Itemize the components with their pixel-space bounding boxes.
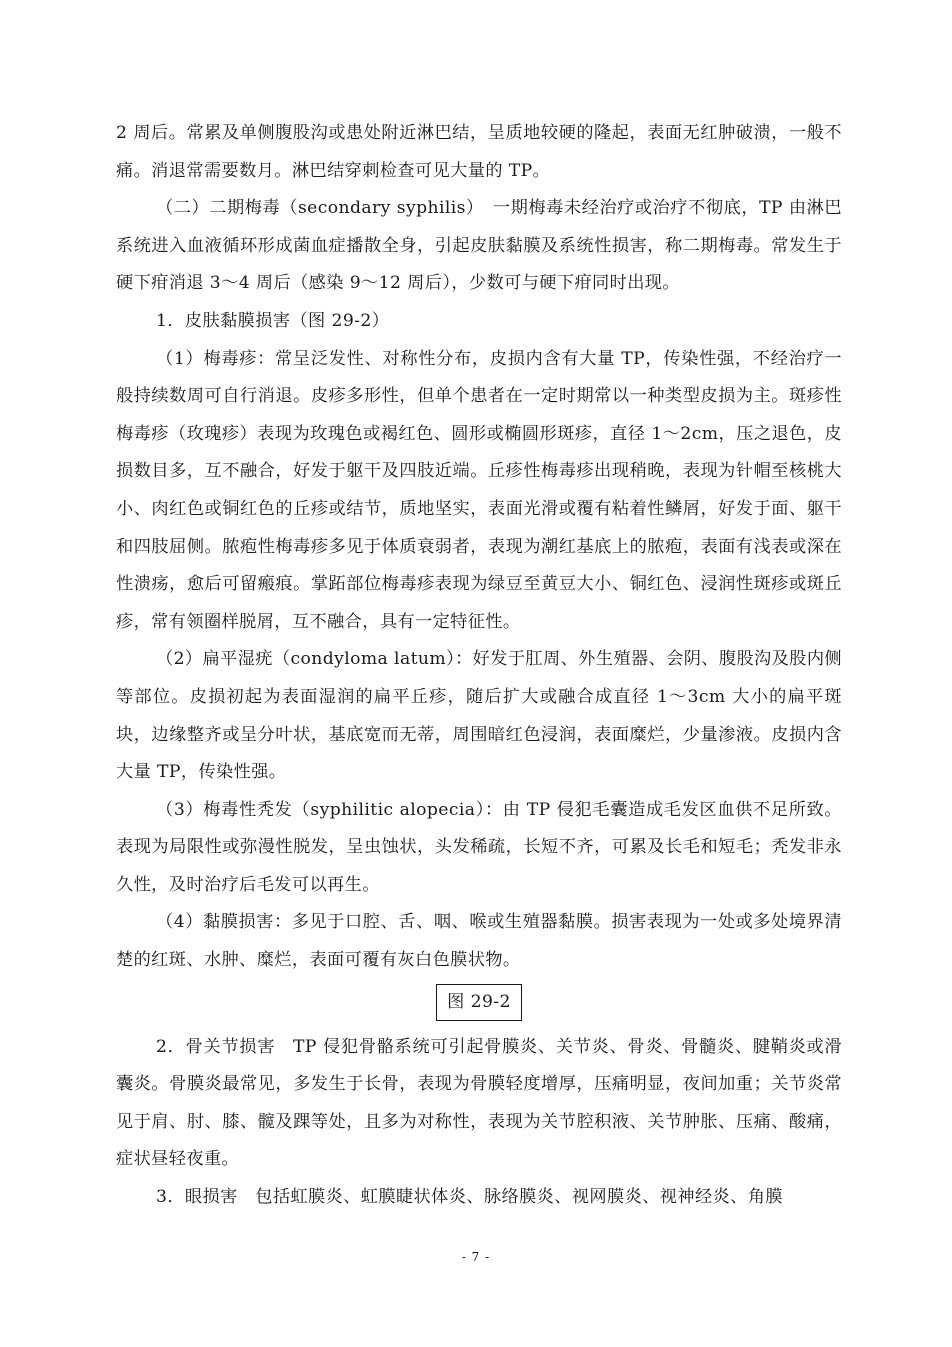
- paragraph-eye-lesions: 3．眼损害 包括虹膜炎、虹膜睫状体炎、脉络膜炎、视网膜炎、视神经炎、角膜: [156, 1187, 783, 1208]
- paragraph-syphilitic-alopecia: （3）梅毒性秃发（syphilitic alopecia）：由 TP 侵犯毛囊造成毛发区血供不足所致。表现为局限性或弥漫性脱发，呈虫蚀状，头发稀疏，长短不齐，可累及长毛和短毛；秃发非永久性，及时治疗后毛发可以再生。: [116, 799, 842, 895]
- paragraph-continuation: 2 周后。常累及单侧腹股沟或患处附近淋巴结，呈质地较硬的隆起，表面无红肿破溃，一般不痛。消退常需要数月。淋巴结穿刺检查可见大量的 TP。: [116, 123, 842, 181]
- paragraph-syphilitic-rash: （1）梅毒疹：常呈泛发性、对称性分布，皮损内含有大量 TP，传染性强，不经治疗一般持续数周可自行消退。皮疹多形性，但单个患者在一定时期常以一种类型皮损为主。斑疹性梅毒疹（玫瑰疹）表现为玫瑰色或褐红色、圆形或椭圆形斑疹，直径 1～2cm，压之退色，皮损数目多，互不融合，好发于躯干及四肢近端。丘疹性梅毒疹出现稍晚，表现为针帽至核桃大小、肉红色或铜红色的丘疹或结节，质地坚实，表面光滑或覆有粘着性鳞屑，好发于面、躯干和四肢屈侧。脓疱性梅毒疹多见于体质衰弱者，表现为潮红基底上的脓疱，表面有浅表或深在性溃疡，愈后可留瘢痕。掌跖部位梅毒疹表现为绿豆至黄豆大小、铜红色、浸润性斑疹或斑丘疹，常有领圈样脱屑，互不融合，具有一定特征性。: [116, 348, 842, 632]
- document-body: [116, 115, 842, 1217]
- figure-placeholder: [116, 984, 842, 1027]
- paragraph-bone-joint: 2．骨关节损害 TP 侵犯骨骼系统可引起骨膜炎、关节炎、骨炎、骨髓炎、腱鞘炎或滑囊炎。骨膜炎最常见，多发生于长骨，表现为骨膜轻度增厚，压痛明显，夜间加重；关节炎常见于肩、肘、膝、髋及踝等处，且多为对称性，表现为关节腔积液、关节肿胀、压痛、酸痛，症状昼轻夜重。: [116, 1036, 842, 1170]
- paragraph-secondary-syphilis: （二）二期梅毒（secondary syphilis） 一期梅毒未经治疗或治疗不彻底，TP 由淋巴系统进入血液循环形成菌血症播散全身，引起皮肤黏膜及系统性损害，称二期梅毒。常发生于硬下疳消退 3～4 周后（感染 9～12 周后），少数可与硬下疳同时出现。: [116, 198, 842, 294]
- paragraph-condyloma-latum: （2）扁平湿疣（condyloma latum）：好发于肛周、外生殖器、会阴、腹股沟及股内侧等部位。皮损初起为表面湿润的扁平丘疹，随后扩大或融合成直径 1～3cm 大小的扁平斑块，边缘整齐或呈分叶状，基底宽而无蒂，周围暗红色浸润，表面糜烂，少量渗液。皮损内含大量 TP，传染性强。: [116, 649, 842, 783]
- figure-label: 图 29-2: [436, 984, 522, 1021]
- paragraph-mucosal-lesions: （4）黏膜损害：多见于口腔、舌、咽、喉或生殖器黏膜。损害表现为一处或多处境界清楚的红斑、水肿、糜烂，表面可覆有灰白色膜状物。: [116, 912, 842, 971]
- subheading-skin-mucosa: 1．皮肤黏膜损害（图 29-2）: [156, 310, 390, 331]
- page-number: - 7 -: [461, 1250, 491, 1264]
